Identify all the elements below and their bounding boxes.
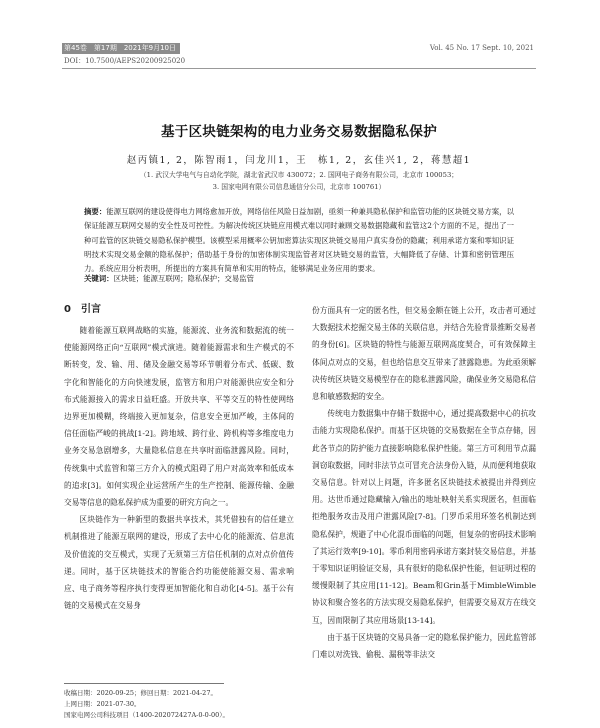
footnote-online: 上网日期：2021-07-30。	[64, 700, 141, 708]
affiliation-line-1: （1. 武汉大学电气与自动化学院，湖北省武汉市 430072；2. 国网电子商务有限公司，北京市 100053；	[139, 171, 459, 179]
intro-paragraph-2: 区块链作为一种新型的数据共享技术，其凭借独有的信任建立机制推进了能源互联网的建设，形成了去中心化的能源流、信息流及价值流的交互模式，实现了无须第三方信任机制的点对点价值传递。同时，基于区块链技术的智能合约功能使能源交易、需求响应、电子商务等程序执行变得更加智能化和自动化[4-5]。基于公有链的交易模式在交易身	[64, 515, 294, 611]
author-list: 赵丙镇1, 2，陈智雨1，闫龙川1，王 栋1, 2，玄佳兴1, 2，蒋慧超1	[126, 155, 472, 166]
intro-paragraph-1: 随着能源互联网战略的实施，能源流、业务流和数据流的统一使能源网络正向“互联网”模式演进。随着能源需求和生产模式的不断转变，发、输、用、储及金融交易等环节朝着分布式、低碳、数字化和智能化的方向快速发展，监管方和用户对能源供应安全和分布式能源接入的需求日益旺盛。开放共享、平等交互的特性使网络边界更加模糊，终端接入更加复杂，信息安全更加严峻，主体间的信任面临严峻的挑战[1-2]。跨地域、跨行业、跨机构等多维度电力业务交易急剧增多，大量隐私信息在共享时面临泄露风险。同时，传统集中式监管和第三方介入的模式阻碍了用户对高效率和低成本的追求[3]。如何实现企业运营所产生的生产控制、能源传输、金融交易等信息的隐私保护成为重要的研究方向之一。	[64, 326, 294, 508]
abstract	[84, 205, 514, 276]
section-heading-intro: 0 引言	[64, 304, 101, 315]
doi[interactable]: DOI：10.7500/AEPS20200925020	[64, 57, 186, 65]
header-divider	[62, 68, 536, 69]
affiliation-line-2: 3. 国家电网有限公司信息通信分公司，北京市 100761）	[212, 183, 386, 191]
intro-paragraph-5: 由于基于区块链的交易具备一定的隐私保护能力，因此监管部门难以对洗钱、偷税、漏税等非法交	[312, 632, 536, 660]
intro-paragraph-3: 份方面具有一定的匿名性，但交易金额在链上公开，攻击者可通过大数据技术挖掘交易主体的关联信息，并结合先验背景推断交易者的身份[6]。区块链的特性与能源互联网高度契合，可有效保障主体间点对点的交易，但也给信息交互带来了泄露隐患。为此亟须解决传统区块链交易模型存在的隐私泄露风险，确保业务交易隐私信息和敏感数据的安全。	[312, 306, 536, 402]
journal-issue-en: Vol. 45 No. 17 Sept. 10, 2021	[429, 44, 534, 52]
footnote-divider	[64, 683, 224, 684]
journal-issue-cn: 第45卷 第17期 2021年9月10日	[64, 44, 176, 52]
abstract-text: 能源互联网的建设使得电力网络愈加开放，网络信任风险日益加剧，亟须一种兼具隐私保护和监管功能的区块链交易方案，以保证能源互联网交易的安全性及可控性。为解决传统区块链应用模式难以同时兼顾交易数据隐藏和监管这2个方面的不足，提出了一种可监管的区块链交易隐私保护模型。该模型采用概率公钥加密算法实现区块链交易用户真实身份的隐藏；利用承诺方案和零知识证明技术实现交易金额的隐私保护；借助基于身份的加密体制实现监管者对区块链交易的监管，大幅降低了存储、计算和密钥管理压力。系统应用分析表明，所提出的方案具有简单和实用的特点，能够满足业务应用的要求。	[84, 207, 514, 274]
footnotes	[64, 688, 304, 721]
keywords-label: 关键词：	[84, 274, 114, 283]
intro-paragraph-4: 传统电力数据集中存储于数据中心，通过提高数据中心的抗攻击能力实现隐私保护。而基于区块链的交易数据在全节点存储，因此各节点的防护能力直接影响隐私保护性能。第三方可利用节点漏洞窃取数据，同时非法节点可冒充合法身份入链，从而便利地获取交易信息。针对以上问题，许多匿名区块链技术被提出并得到应用。达世币通过隐藏输入/输出的地址映射关系实现匿名，但面临拒绝服务攻击及用户泄露风险[7-8]。门罗币采用环签名机制达到隐私保护，规避了中心化混币面临的问题，但复杂的密码技术影响了其运行效率[9-10]。零币利用密码承诺方案封装交易信息，并基于零知识证明验证交易，具有很好的隐私保护性能，但证明过程的缓慢限制了其应用[11-12]。Beam和Grin基于MimbleWimble协议和聚合签名的方法实现交易隐私保护，但需要交易双方在线交互，因而限制了其应用场景[13-14]。	[312, 409, 536, 625]
footnote-received: 收稿日期：2020-09-25；修回日期：2021-04-27。	[64, 689, 217, 697]
abstract-label: 摘要：	[84, 207, 107, 216]
right-column	[312, 302, 536, 663]
keywords-text: 区块链；能源互联网；隐私保护；交易监管	[113, 274, 255, 283]
keywords	[84, 273, 514, 284]
footnote-fund: 国家电网公司科技项目（1400-202072427A-0-0-00）。	[64, 711, 230, 719]
left-column	[64, 322, 294, 614]
paper-title: 基于区块链架构的电力业务交易数据隐私保护	[161, 124, 437, 140]
